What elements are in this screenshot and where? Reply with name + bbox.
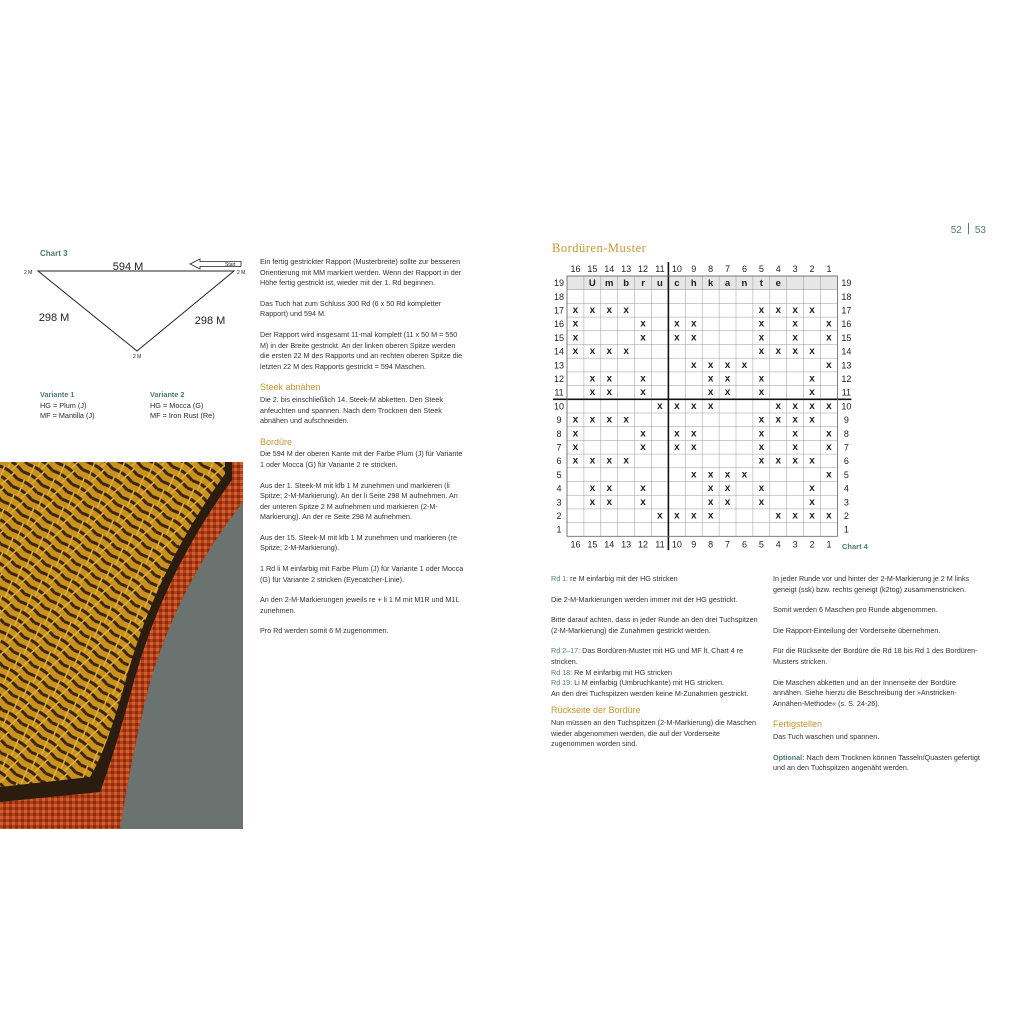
stitch-mark: x xyxy=(589,414,596,426)
stitch-mark: x xyxy=(690,428,697,440)
stitch-mark: x xyxy=(674,332,680,344)
column-label: 7 xyxy=(725,539,731,550)
row-label: 13 xyxy=(841,360,852,371)
column-label: 16 xyxy=(570,264,581,274)
stitch-mark: x xyxy=(572,414,579,426)
stitch-mark: x xyxy=(809,304,815,316)
optional-label: Optional: xyxy=(773,752,805,762)
paragraph: Für die Rückseite der Bordüre die Rd 18 bis Rd 1 des Bordüren-Musters stricken. xyxy=(773,646,978,666)
stitch-mark: x xyxy=(589,496,596,508)
stitch-mark: x xyxy=(724,373,731,385)
stitch-mark: x xyxy=(809,496,815,508)
stitch-mark: x xyxy=(758,304,765,316)
stitch-mark: x xyxy=(758,441,765,453)
stitch-mark: x xyxy=(640,496,646,508)
row-label: 1 xyxy=(556,524,562,535)
stitch-mark: x xyxy=(674,428,680,440)
paragraph: An den 2-M-Markierungen jeweils re + li 1 M mit M1R und M1L zunehmen. xyxy=(260,595,460,615)
stitch-mark: x xyxy=(572,455,579,467)
stitch-mark: x xyxy=(758,483,765,495)
stitch-mark: x xyxy=(792,455,798,467)
page-number-left: 52 xyxy=(950,225,962,236)
row-label: 3 xyxy=(843,497,849,508)
column-label: 5 xyxy=(758,264,764,274)
row-label: Rd 2–17: xyxy=(551,646,581,656)
stitch-mark: x xyxy=(741,359,748,371)
stitch-mark: x xyxy=(792,400,798,412)
umbruchkante-letter: m xyxy=(605,278,614,290)
stitch-mark: x xyxy=(809,455,815,467)
row-label: Rd 18: xyxy=(551,667,573,677)
heading-steek: Steek abnähen xyxy=(260,382,321,393)
stitch-mark: x xyxy=(826,469,832,481)
chart3-label: Chart 3 xyxy=(40,249,68,258)
row-label: 16 xyxy=(553,319,565,330)
row-label: 17 xyxy=(553,305,565,316)
umbruchkante-letter: a xyxy=(724,278,731,290)
stitch-mark: x xyxy=(606,483,613,495)
variant-1-mf: MF = Mantilla (J) xyxy=(40,411,95,420)
stitch-mark: x xyxy=(724,359,731,371)
stitch-mark: x xyxy=(826,441,832,453)
column-label: 3 xyxy=(792,264,798,274)
umbruchkante-letter: b xyxy=(623,278,630,290)
stitch-mark: x xyxy=(623,346,629,358)
stitch-mark: x xyxy=(606,414,613,426)
row-label: 8 xyxy=(556,428,562,439)
stitch-mark: x xyxy=(572,346,579,358)
stitch-mark: x xyxy=(758,455,765,467)
variant-2-hg: HG = Mocca (G) xyxy=(150,400,204,410)
paragraph: Bitte darauf achten, dass in jeder Runde an den drei Tuchspitzen (2-M-Markierung) die Zunahmen gestrickt werden. xyxy=(551,615,758,635)
column-label: 8 xyxy=(708,264,714,274)
chart3-top-count: 594 M xyxy=(112,261,144,273)
umbruchkante-letter: e xyxy=(775,278,781,290)
chart4-label: Chart 4 xyxy=(842,542,868,551)
column-label: 4 xyxy=(775,539,781,550)
paragraph: Aus der 1. Steek-M mit kfb 1 M zunehmen und markieren (li Spitze; 2-M-Markierung). An der li Seite 298 M aufnehmen. An der unteren Spitze 2 M aufnehmen und markieren (2-M-Markierung). An der re Seite 298 M aufnehmen. xyxy=(260,480,458,522)
stitch-mark: x xyxy=(640,332,646,344)
row-label: 9 xyxy=(843,415,849,426)
column-label: 7 xyxy=(725,264,731,274)
column-label: 12 xyxy=(638,264,649,274)
umbruchkante-letter: u xyxy=(657,278,663,290)
column-label: 4 xyxy=(775,264,781,274)
column-label: 11 xyxy=(655,264,665,274)
stitch-mark: x xyxy=(623,414,629,426)
stitch-mark: x xyxy=(589,304,596,316)
row-label: 1 xyxy=(843,524,849,535)
paragraph: Pro Rd werden somit 6 M zugenommen. xyxy=(260,626,389,636)
column-label: 2 xyxy=(809,264,815,274)
stitch-mark: x xyxy=(792,346,798,358)
umbruchkante-letter: U xyxy=(588,278,596,290)
row-label: 4 xyxy=(843,483,849,494)
stitch-mark: x xyxy=(792,304,798,316)
row-label: 9 xyxy=(556,415,562,426)
text-column-c xyxy=(773,574,983,784)
row-label: 18 xyxy=(841,291,852,302)
variant-2-title: Variante 2 xyxy=(150,390,185,399)
chart3-left-count: 298 M xyxy=(38,312,70,324)
text-column-a xyxy=(260,257,465,647)
column-label: 15 xyxy=(587,264,598,274)
paragraph: Die Rapport-Einteilung der Vorderseite übernehmen. xyxy=(773,625,941,635)
stitch-mark: x xyxy=(707,359,714,371)
stitch-mark: x xyxy=(674,441,680,453)
paragraph: Die 2-M-Markierungen werden immer mit der HG gestrickt. xyxy=(551,594,738,604)
chart3-start-label: Start xyxy=(225,262,236,268)
row-label: 19 xyxy=(841,278,852,289)
stitch-mark: x xyxy=(657,400,663,412)
variant-1-title: Variante 1 xyxy=(40,390,75,399)
stitch-mark: x xyxy=(589,373,596,385)
row-label: 13 xyxy=(553,360,565,371)
stitch-mark: x xyxy=(606,346,613,358)
stitch-mark: x xyxy=(657,510,663,522)
stitch-mark: x xyxy=(606,455,613,467)
chart4-grid xyxy=(550,260,850,552)
column-label: 10 xyxy=(671,539,682,550)
stitch-mark: x xyxy=(758,332,765,344)
stitch-mark: x xyxy=(758,318,765,330)
stitch-mark: x xyxy=(792,332,798,344)
stitch-mark: x xyxy=(707,373,714,385)
heading-bordure: Bordüre xyxy=(260,436,293,447)
stitch-mark: x xyxy=(707,496,714,508)
stitch-mark: x xyxy=(809,346,815,358)
paragraph: Ein fertig gestrickter Rapport (Musterbreite) sollte zur besseren Orientierung mit MM markiert werden. Wenn der Rapport in der Höhe fertig gestrickt ist, wieder mit der 1. Rd beginnen. xyxy=(260,257,462,288)
stitch-mark: x xyxy=(690,469,697,481)
stitch-mark: x xyxy=(707,469,714,481)
row-label: 7 xyxy=(843,442,849,453)
row-label: 3 xyxy=(556,497,562,508)
stitch-mark: x xyxy=(589,346,596,358)
row-label: 15 xyxy=(841,332,852,343)
stitch-mark: x xyxy=(724,496,731,508)
umbruchkante-letter: h xyxy=(690,278,697,290)
triangle-outline xyxy=(38,271,234,351)
stitch-mark: x xyxy=(775,455,782,467)
paragraph: Die 2. bis einschließlich 14. Steek-M abketten. Den Steek anfeuchten und spannen. Nach dem Trocknen den Steek abnähen und aufschneiden. xyxy=(260,394,443,426)
stitch-mark: x xyxy=(775,304,782,316)
stitch-mark: x xyxy=(775,414,782,426)
stitch-mark: x xyxy=(674,400,680,412)
stitch-mark: x xyxy=(674,318,680,330)
paragraph: Die 594 M der oberen Kante mit der Farbe Plum (J) für Variante 1 oder Mocca (G) für Variante 2 re stricken. xyxy=(260,449,463,469)
column-label: 1 xyxy=(826,264,832,274)
row-label: 12 xyxy=(841,373,852,384)
stitch-mark: x xyxy=(792,414,798,426)
variant-2-mf: MF = Iron Rust (Re) xyxy=(150,411,215,420)
stitch-mark: x xyxy=(707,483,714,495)
column-label: 15 xyxy=(587,539,598,550)
paragraph: Somit werden 6 Maschen pro Runde abgenommen. xyxy=(773,605,938,615)
umbruchkante-letter: t xyxy=(759,278,763,290)
column-label: 6 xyxy=(741,539,747,550)
stitch-mark: x xyxy=(741,469,748,481)
column-label: 13 xyxy=(621,539,632,550)
paragraph: Optional: Nach dem Trocknen können Tasseln/Quasten gefertigt und an den Tuchspitzen angenäht werden. xyxy=(773,752,980,773)
page-numbers xyxy=(951,223,986,236)
chart3-corner-bottom: 2 M xyxy=(133,354,142,360)
variant-2 xyxy=(150,390,215,422)
border-pattern-title: Bordüren-Muster xyxy=(552,241,647,255)
row-label: 11 xyxy=(841,387,852,398)
column-label: 1 xyxy=(826,539,832,550)
paragraph: Der Rapport wird insgesamt 11-mal komplett (11 x 50 M = 550 M) in der Breite gestrickt. An der linken oberen Spitze werden die ersten 22 M des Rapports und an rechten oberen Spitze die letzten 22 M des Rapports gestrickt = 594 Maschen. xyxy=(260,329,463,371)
umbruchkante-letter: n xyxy=(741,278,748,290)
column-label: 13 xyxy=(621,264,632,274)
paragraph: Die Maschen abketten und an der Innenseite der Bordüre annähen. Siehe hierzu die Beschreibung der »Anstricken-Annähen-Methode« (s. S. 24-26). xyxy=(773,677,957,708)
row-label: 4 xyxy=(556,483,562,494)
chart3-corner-left: 2 M xyxy=(24,270,33,276)
column-label: 10 xyxy=(671,264,682,274)
stitch-mark: x xyxy=(826,428,832,440)
row-label: 17 xyxy=(841,305,852,316)
chart3-corner-right: 2 M xyxy=(237,270,246,276)
paragraph: Das Tuch hat zum Schluss 300 Rd (6 x 50 Rd kompletter Rapport) und 594 M. xyxy=(260,298,441,319)
stitch-mark: x xyxy=(758,496,765,508)
column-label: 8 xyxy=(708,539,714,550)
column-label: 3 xyxy=(792,539,798,550)
heading-back: Rückseite der Bordüre xyxy=(551,705,641,716)
stitch-mark: x xyxy=(724,483,731,495)
paragraph: Das Tuch waschen und spannen. xyxy=(773,731,880,741)
row-label: 15 xyxy=(553,332,565,343)
stitch-mark: x xyxy=(792,510,798,522)
column-label: 16 xyxy=(570,539,581,550)
column-label: 14 xyxy=(604,264,615,274)
stitch-mark: x xyxy=(589,483,596,495)
stitch-mark: x xyxy=(640,318,646,330)
column-label: 9 xyxy=(691,539,697,550)
column-label: 2 xyxy=(809,539,815,550)
stitch-mark: x xyxy=(572,441,579,453)
stitch-mark: x xyxy=(758,428,765,440)
stitch-mark: x xyxy=(707,387,714,399)
stitch-mark: x xyxy=(707,400,714,412)
stitch-mark: x xyxy=(809,483,815,495)
column-label: 5 xyxy=(758,539,764,550)
chart3-triangle-diagram xyxy=(22,256,252,366)
stitch-mark: x xyxy=(792,441,798,453)
row-label: Rd 1: xyxy=(551,574,569,583)
variant-1 xyxy=(40,390,95,422)
paragraph: In jeder Runde vor und hinter der 2-M-Markierung je 2 M links geneigt (ssk) bzw. rechts geneigt (k2tog) zusammenstricken. xyxy=(773,574,970,594)
stitch-mark: x xyxy=(792,318,798,330)
stitch-mark: x xyxy=(640,483,646,495)
column-label: 14 xyxy=(604,539,615,550)
stitch-mark: x xyxy=(572,428,579,440)
stitch-mark: x xyxy=(690,510,697,522)
stitch-mark: x xyxy=(775,400,782,412)
stitch-mark: x xyxy=(826,318,832,330)
stitch-mark: x xyxy=(826,400,832,412)
page-number-divider xyxy=(968,223,969,234)
stitch-mark: x xyxy=(572,304,579,316)
row-label: 10 xyxy=(553,401,565,412)
stitch-mark: x xyxy=(674,510,680,522)
row-label: 8 xyxy=(843,428,849,439)
stitch-mark: x xyxy=(758,387,765,399)
stitch-mark: x xyxy=(640,373,646,385)
paragraph: Aus der 15. Steek-M mit kfb 1 M zunehmen und markieren (re Spitze; 2-M-Markierung). xyxy=(260,532,457,553)
stitch-mark: x xyxy=(606,373,613,385)
row-label: 11 xyxy=(554,387,564,398)
stitch-mark: x xyxy=(758,414,765,426)
paragraph: Rd 1: re M einfarbig mit der HG stricken xyxy=(551,574,678,583)
row-label: 19 xyxy=(553,278,565,289)
stitch-mark: x xyxy=(589,455,596,467)
row-label: 7 xyxy=(556,442,562,453)
row-label: 6 xyxy=(556,456,562,467)
stitch-mark: x xyxy=(589,387,596,399)
stitch-mark: x xyxy=(809,373,815,385)
stitch-mark: x xyxy=(707,510,714,522)
stitch-mark: x xyxy=(809,414,815,426)
row-label: Rd 19: xyxy=(551,678,573,688)
stitch-mark: x xyxy=(826,332,832,344)
row-label: 5 xyxy=(843,469,849,480)
row-label: 18 xyxy=(553,291,565,302)
umbruchkante-letter: c xyxy=(674,278,680,290)
column-label: 9 xyxy=(691,264,697,274)
stitch-mark: x xyxy=(572,332,579,344)
stitch-mark: x xyxy=(724,469,731,481)
row-label: 14 xyxy=(553,346,565,357)
paragraph: Nun müssen an den Tuchspitzen (2-M-Markierung) die Maschen wieder abgenommen werden, die auf der Vorderseite zugenommen worden sind. xyxy=(551,717,756,749)
column-label: 12 xyxy=(638,539,649,550)
chart3-right-count: 298 M xyxy=(194,315,226,327)
stitch-mark: x xyxy=(775,510,782,522)
shawl-photo xyxy=(0,462,243,829)
text-column-b xyxy=(551,574,761,760)
stitch-mark: x xyxy=(640,387,646,399)
stitch-mark: x xyxy=(690,332,697,344)
column-label: 11 xyxy=(655,539,665,550)
row-label: 2 xyxy=(556,510,562,521)
stitch-mark: x xyxy=(690,318,697,330)
stitch-mark: x xyxy=(690,441,697,453)
stitch-mark: x xyxy=(606,304,613,316)
stitch-mark: x xyxy=(690,400,697,412)
stitch-mark: x xyxy=(809,387,815,399)
stitch-mark: x xyxy=(792,428,798,440)
page-number-right: 53 xyxy=(974,225,986,236)
umbruchkante-letter: k xyxy=(708,278,714,290)
row-label: 16 xyxy=(841,319,852,330)
variant-1-hg: HG = Plum (J) xyxy=(40,400,87,410)
heading-fertig: Fertigstellen xyxy=(773,719,823,730)
row-label: 6 xyxy=(843,456,849,467)
stitch-mark: x xyxy=(826,510,832,522)
stitch-mark: x xyxy=(606,496,613,508)
stitch-mark: x xyxy=(690,359,697,371)
stitch-mark: x xyxy=(809,510,815,522)
stitch-mark: x xyxy=(606,387,613,399)
stitch-mark: x xyxy=(623,455,629,467)
stitch-mark: x xyxy=(623,304,629,316)
row-label: 12 xyxy=(553,373,565,384)
stitch-mark: x xyxy=(758,346,765,358)
stitch-mark: x xyxy=(640,441,646,453)
column-label: 6 xyxy=(741,264,747,274)
umbruchkante-letter: r xyxy=(641,278,645,290)
stitch-mark: x xyxy=(758,373,765,385)
stitch-mark: x xyxy=(826,359,832,371)
stitch-mark: x xyxy=(775,346,782,358)
stitch-mark: x xyxy=(572,318,579,330)
paragraph: Rd 2–17: Das Bordüren-Muster mit HG und MF lt. Chart 4 re stricken. Rd 18: Re M einfarbig mit HG stricken Rd 19: Li M einfarbig (Umbruchkante) mit HG stricken. An den drei Tuchspitzen werden keine M-Zunahmen gestrickt. xyxy=(551,646,749,698)
paragraph: 1 Rd li M einfarbig mit Farbe Plum (J) für Variante 1 oder Mocca (G) für Variante 2 stricken (Eyecatcher-Linie). xyxy=(260,564,464,584)
row-label: 10 xyxy=(841,401,852,412)
row-label: 14 xyxy=(841,346,852,357)
stitch-mark: x xyxy=(809,400,815,412)
stitch-mark: x xyxy=(724,387,731,399)
stitch-mark: x xyxy=(640,428,646,440)
row-label: 5 xyxy=(556,469,562,480)
row-label: 2 xyxy=(843,510,849,521)
